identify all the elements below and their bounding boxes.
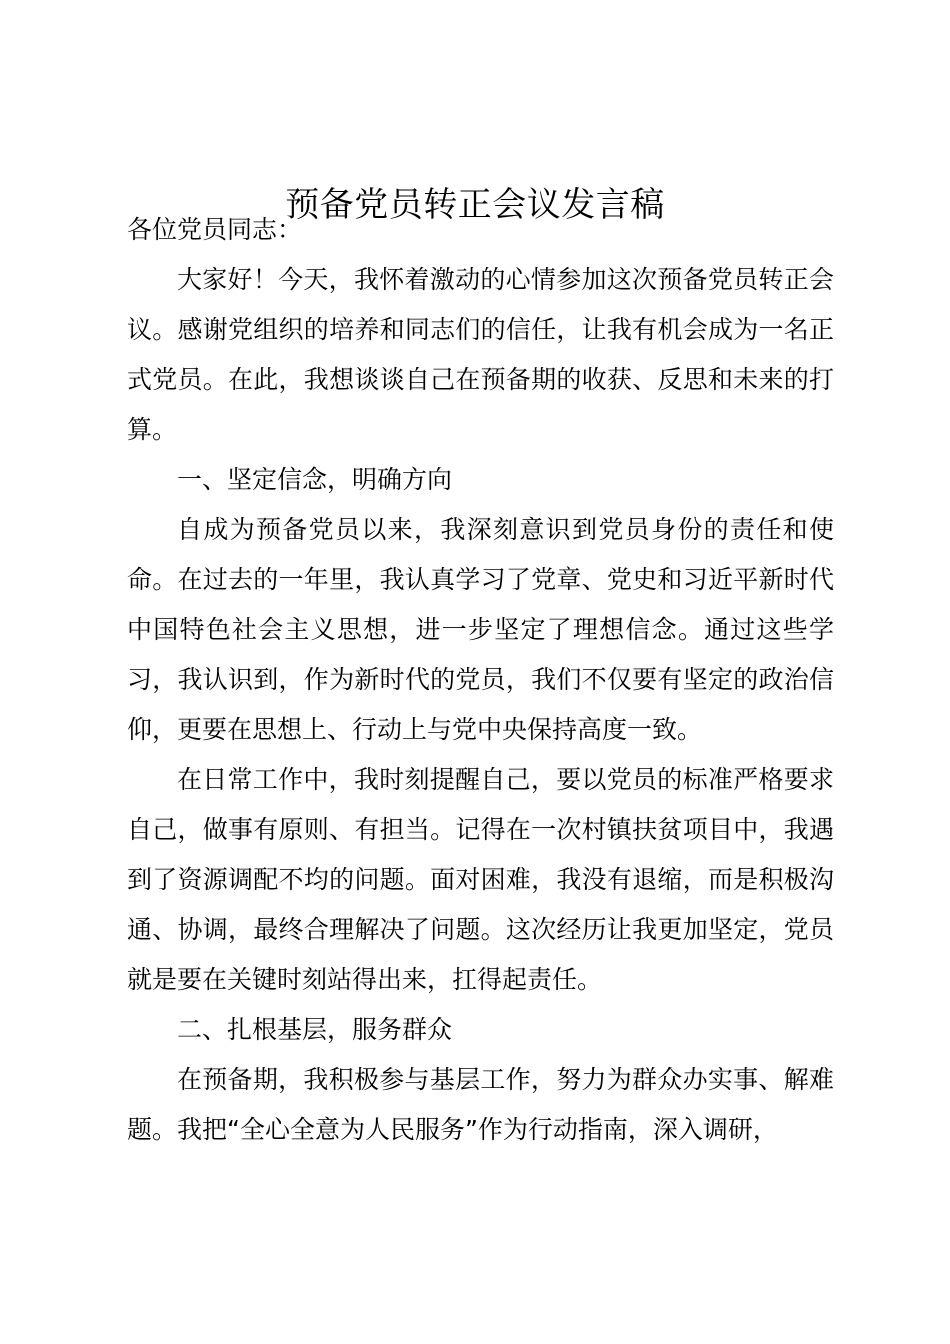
paragraph-section1-a: 自成为预备党员以来，我深刻意识到党员身份的责任和使命。在过去的一年里，我认真学习了党章、党史和习近平新时代中国特色社会主义思想，进一步坚定了理想信念。通过这些学习，我认识到，作为新时代的党员，我们不仅要有坚定的政治信仰，更要在思想上、行动上与党中央保持高度一致。 (127, 515, 834, 744)
document-title: 预备党员转正会议发言稿 (285, 185, 665, 225)
salutation: 各位党员同志： (127, 215, 303, 244)
paragraph-opening: 大家好！今天，我怀着激动的心情参加这次预备党员转正会议。感谢党组织的培养和同志们的信任，让我有机会成为一名正式党员。在此，我想谈谈自己在预备期的收获、反思和未来的打算。 (127, 265, 834, 444)
section-heading-2: 二、扎根基层，服务群众 (177, 1015, 453, 1044)
paragraph-section2-a: 在预备期，我积极参与基层工作，努力为群众办实事、解难题。我把“全心全意为人民服务”作为行动指南，深入调研， (127, 1065, 834, 1144)
document-body (127, 205, 834, 1155)
paragraph-section1-b: 在日常工作中，我时刻提醒自己，要以党员的标准严格要求自己，做事有原则、有担当。记得在一次村镇扶贫项目中，我遇到了资源调配不均的问题。面对困难，我没有退缩，而是积极沟通、协调，最终合理解决了问题。这次经历让我更加坚定，党员就是要在关键时刻站得出来，扛得起责任。 (127, 765, 834, 994)
section-heading-1: 一、坚定信念，明确方向 (177, 465, 453, 494)
